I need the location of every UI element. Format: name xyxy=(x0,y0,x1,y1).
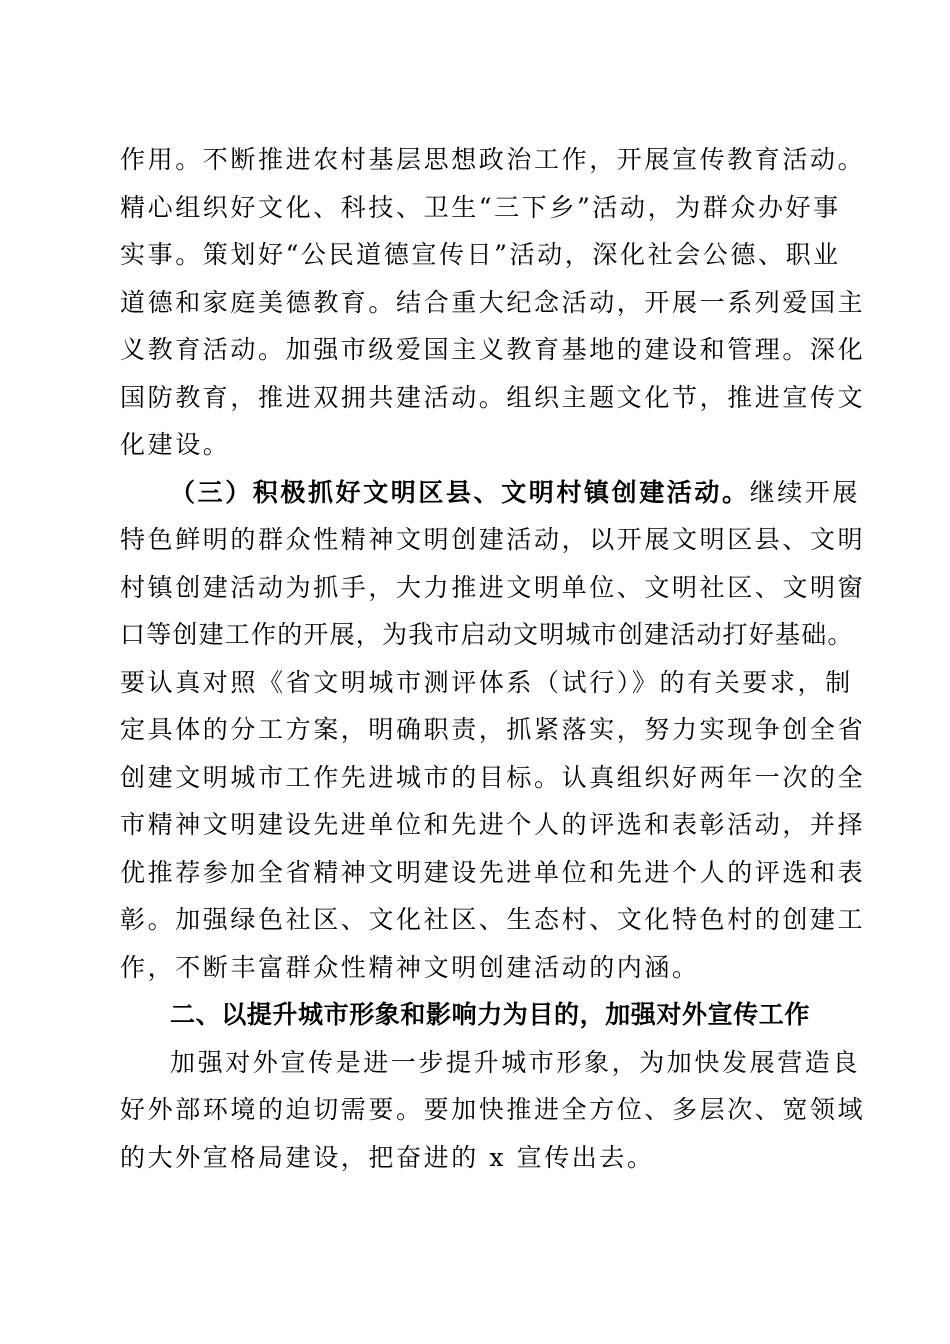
paragraph-line: 国防教育，推进双拥共建活动。组织主题文化节，推进宣传文 xyxy=(120,382,866,412)
paragraph-line: 创建文明城市工作先进城市的目标。认真组织好两年一次的全 xyxy=(120,762,866,792)
section-three-heading: （三）积极抓好文明区县、文明村镇创建活动。 xyxy=(170,477,750,507)
section-three-lead-text: 继续开展 xyxy=(749,477,861,507)
paragraph-line: 村镇创建活动为抓手，大力推进文明单位、文明社区、文明窗 xyxy=(120,572,866,602)
paragraph-line: 实事。策划好“公民道德宣传日”活动，深化社会公德、职业 xyxy=(120,240,841,269)
paragraph-line: 定具体的分工方案，明确职责，抓紧落实，努力实现争创全省 xyxy=(120,715,866,744)
paragraph-line: 作，不断丰富群众性精神文明创建活动的内涵。 xyxy=(120,952,700,982)
paragraph-line: 的大外宣格局建设，把奋进的 x 宣传出去。 xyxy=(120,1142,655,1172)
paragraph-line: 化建设。 xyxy=(120,430,231,459)
paragraph-line: 特色鲜明的群众性精神文明创建活动，以开展文明区县、文明 xyxy=(120,525,866,554)
document-body xyxy=(120,136,866,1181)
section-two-heading: 二、以提升城市形象和影响力为目的，加强对外宣传工作 xyxy=(170,1000,811,1029)
paragraph-line: 义教育活动。加强市级爱国主义教育基地的建设和管理。深化 xyxy=(120,335,866,364)
paragraph-line: 好外部环境的迫切需要。要加快推进全方位、多层次、宽领域 xyxy=(120,1095,866,1124)
paragraph-line: 作用。不断推进农村基层思想政治工作，开展宣传教育活动。 xyxy=(120,145,866,174)
paragraph-line: 要认真对照《省文明城市测评体系（试行）》的有关要求，制 xyxy=(120,667,853,697)
paragraph-line: 精心组织好文化、科技、卫生“三下乡”活动，为群众办好事 xyxy=(120,192,841,222)
paragraph-line: 口等创建工作的开展，为我市启动文明城市创建活动打好基础。 xyxy=(120,620,854,649)
paragraph-line: 彰。加强绿色社区、文化社区、生态村、文化特色村的创建工 xyxy=(120,905,866,934)
paragraph-line: 道德和家庭美德教育。结合重大纪念活动，开展一系列爱国主 xyxy=(120,287,866,317)
paragraph-line: 市精神文明建设先进单位和先进个人的评选和表彰活动，并择 xyxy=(120,810,866,839)
paragraph-line: 加强对外宣传是进一步提升城市形象，为加快发展营造良 xyxy=(170,1047,861,1077)
paragraph-line: 优推荐参加全省精神文明建设先进单位和先进个人的评选和表 xyxy=(120,857,866,887)
section-three-first-line xyxy=(120,469,861,517)
